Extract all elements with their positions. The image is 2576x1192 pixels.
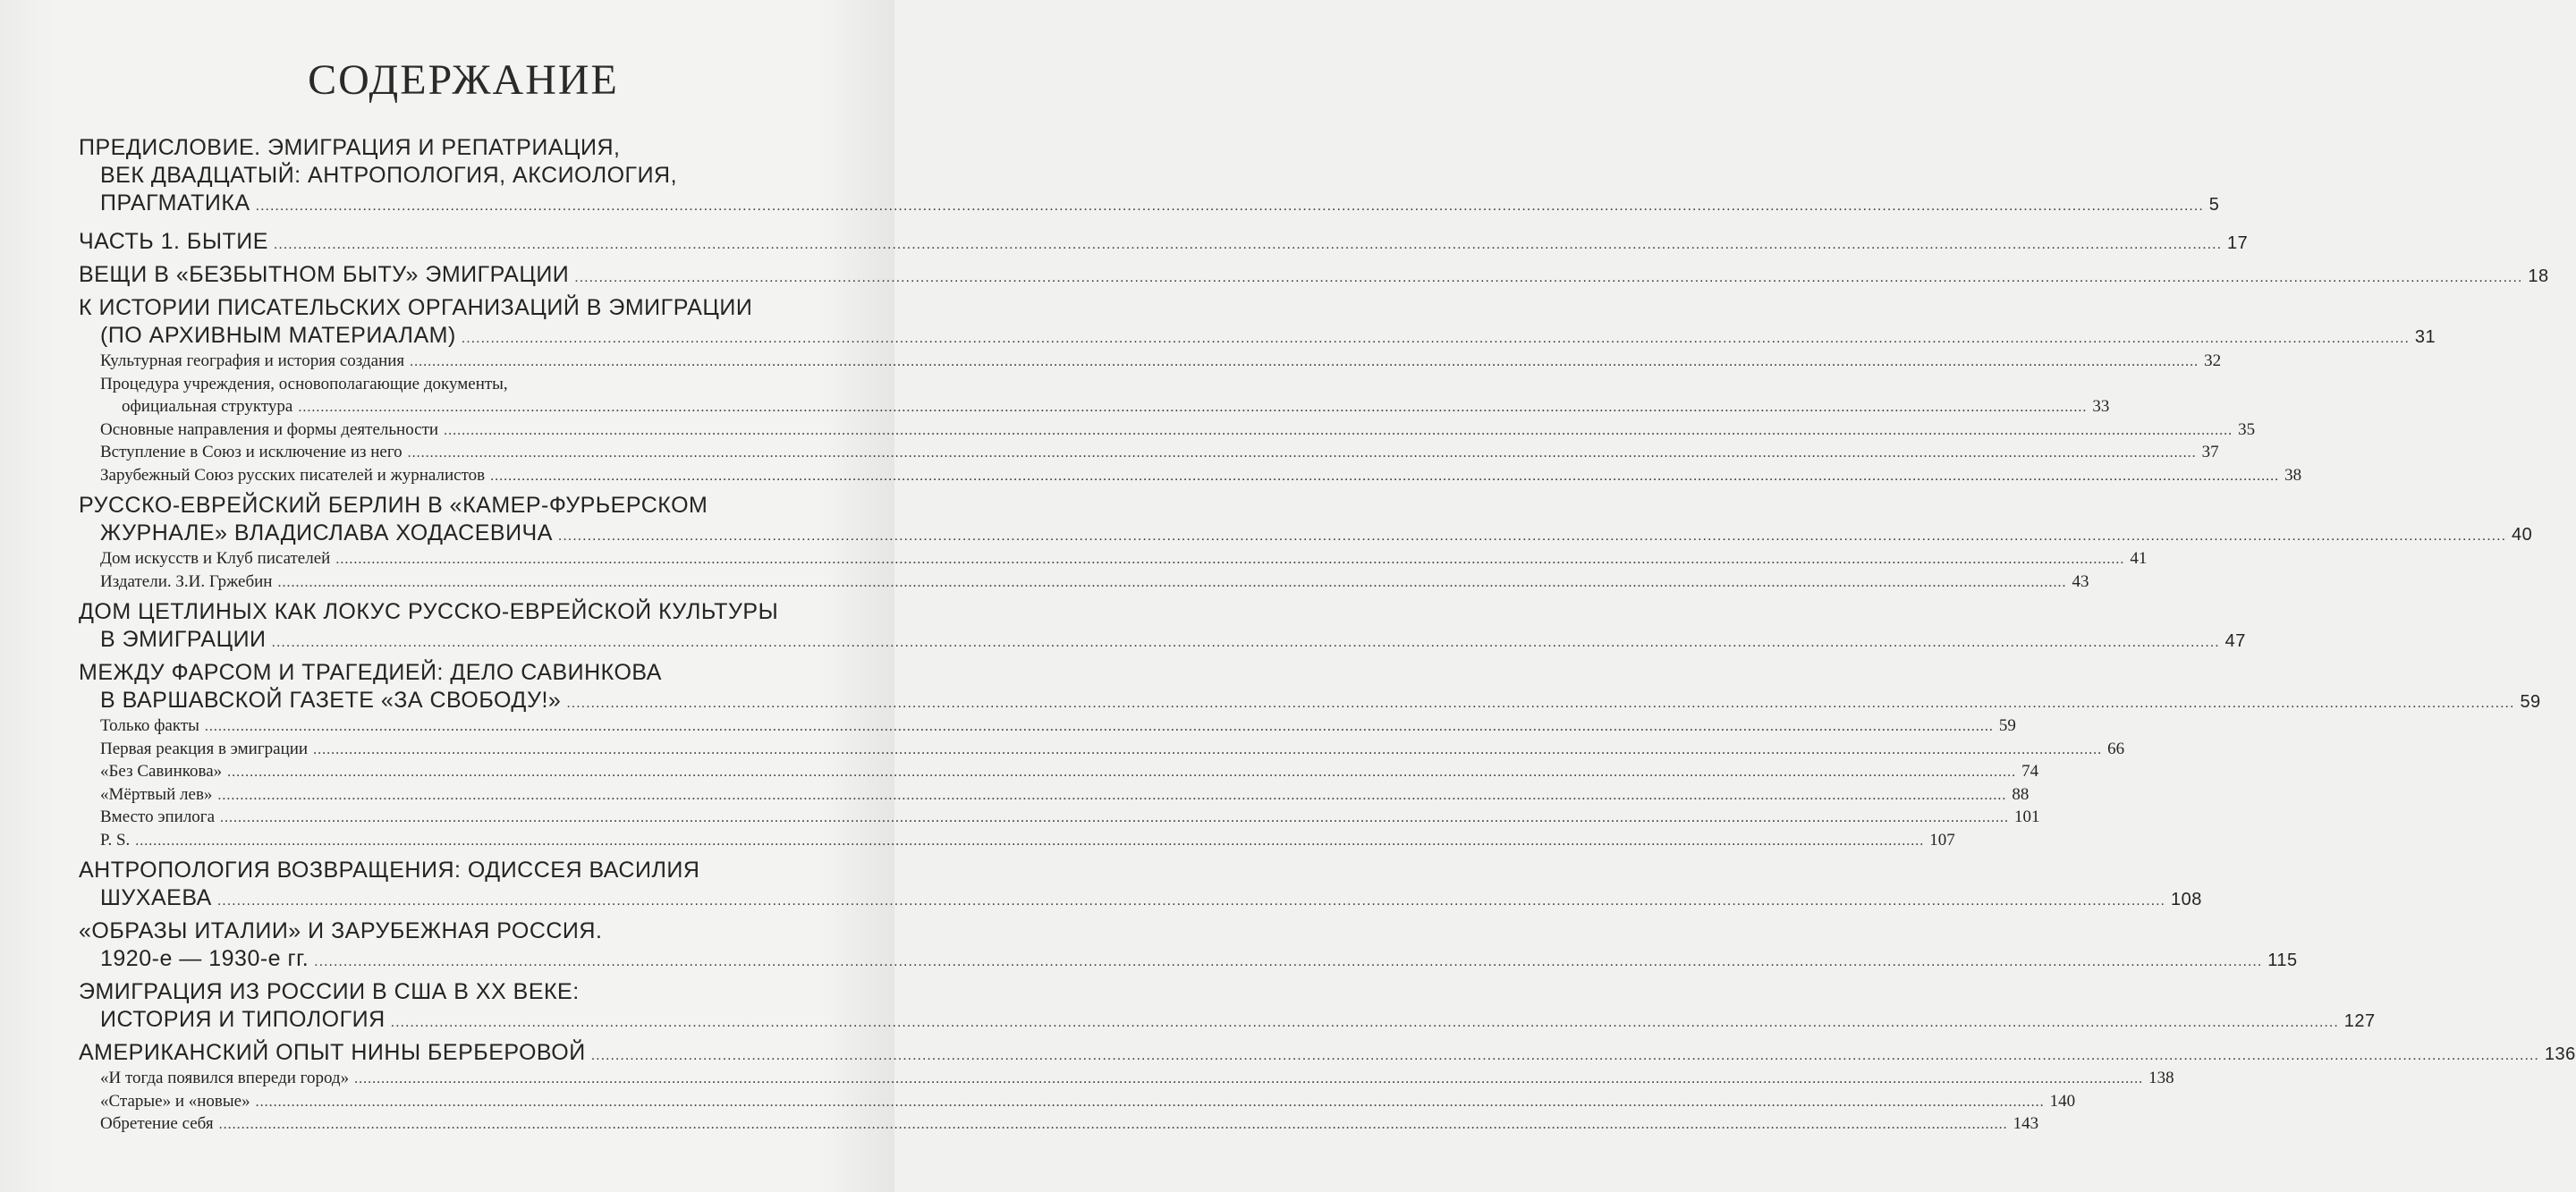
toc-line <box>79 294 835 322</box>
toc-line <box>79 945 2298 973</box>
toc-line <box>79 857 835 884</box>
toc-line <box>79 598 835 626</box>
toc-line <box>100 1090 2076 1113</box>
toc-entry-title: ЖУРНАЛЕ» ВЛАДИСЛАВА ХОДАСЕВИЧА <box>100 520 553 545</box>
toc-leader-dots: ................................................................................................................................................................................................................................................................................................................................................................................................................ <box>204 719 1994 734</box>
toc-line <box>79 1006 2376 1034</box>
toc-page-number: 59 <box>2520 692 2541 712</box>
toc-leader-dots: ................................................................................................................................................................................................................................................................................................................................................................................................................ <box>314 954 2263 969</box>
toc-leader-dots: ................................................................................................................................................................................................................................................................................................................................................................................................................ <box>313 741 2103 757</box>
toc-entry-title: Только факты <box>100 716 199 735</box>
toc-leader-dots: ................................................................................................................................................................................................................................................................................................................................................................................................................ <box>298 400 2088 415</box>
toc-entry-title: ЧАСТЬ 1. БЫТИЕ <box>79 229 268 254</box>
toc-line <box>100 806 2040 829</box>
toc-leader-dots: ................................................................................................................................................................................................................................................................................................................................................................................................................ <box>255 1094 2045 1110</box>
toc-page-number: 47 <box>2224 631 2246 651</box>
toc-leader-dots: ................................................................................................................................................................................................................................................................................................................................................................................................................ <box>354 1071 2144 1086</box>
toc-entry-title: ДОМ ЦЕТЛИНЫХ КАК ЛОКУС РУССКО-ЕВРЕЙСКОЙ КУЛЬТУРЫ <box>79 599 779 624</box>
toc-section <box>79 829 1955 852</box>
toc-chapter <box>79 598 2246 654</box>
toc-leader-dots: ................................................................................................................................................................................................................................................................................................................................................................................................................ <box>277 574 2067 590</box>
toc-line <box>79 1039 2576 1067</box>
toc-entry-title: ВЕК ДВАДЦАТЫЙ: АНТРОПОЛОГИЯ, АКСИОЛОГИЯ, <box>100 163 678 188</box>
toc-line <box>100 1067 2174 1090</box>
toc-page-number: 127 <box>2343 1011 2376 1031</box>
toc-page-number: 41 <box>2130 549 2148 568</box>
toc-line <box>100 1112 2039 1136</box>
toc-page-number: 101 <box>2014 807 2040 826</box>
toc-leader-dots: ................................................................................................................................................................................................................................................................................................................................................................................................................ <box>590 1048 2539 1063</box>
toc-page-number: 37 <box>2201 443 2219 461</box>
toc-entry-title: ЭМИГРАЦИЯ ИЗ РОССИИ В США В XX ВЕКЕ: <box>79 979 580 1004</box>
toc-chapter <box>79 492 2533 547</box>
toc-page-number: 143 <box>2012 1114 2039 1133</box>
toc-section <box>79 418 2256 442</box>
toc-entry-title: P. S. <box>100 830 131 850</box>
toc-section <box>79 373 2110 418</box>
toc-page-number: 40 <box>2512 525 2533 545</box>
toc-leader-dots: ................................................................................................................................................................................................................................................................................................................................................................................................................ <box>390 1015 2339 1030</box>
toc-page-number: 33 <box>2092 397 2110 416</box>
toc-line <box>79 884 2202 912</box>
toc-entry-title: «И тогда появился впереди город» <box>100 1069 350 1087</box>
toc-leader-dots: ................................................................................................................................................................................................................................................................................................................................................................................................................ <box>271 635 2220 650</box>
toc-entry-title: Процедура учреждения, основополагающие документы, <box>100 374 508 393</box>
toc-section <box>79 806 2040 829</box>
toc-page-number: 108 <box>2170 890 2202 909</box>
toc-page-number: 107 <box>1929 830 1955 850</box>
toc-line <box>100 547 2148 571</box>
toc-entry-title: Первая реакция в эмиграции <box>100 739 309 758</box>
toc-section <box>79 441 2219 464</box>
toc-line <box>100 395 2110 418</box>
toc-line <box>100 571 2089 594</box>
toc-entry-title: Вступление в Союз и исключение из него <box>100 443 402 461</box>
toc-leader-dots: ................................................................................................................................................................................................................................................................................................................................................................................................................ <box>461 331 2410 346</box>
toc-chapter <box>79 917 2298 973</box>
toc-line <box>79 978 835 1006</box>
toc-page-number: 66 <box>2107 739 2125 758</box>
toc-section <box>79 1112 2039 1136</box>
toc-entry-title: ВЕЩИ В «БЕЗБЫТНОМ БЫТУ» ЭМИГРАЦИИ <box>79 262 570 287</box>
toc-chapter <box>79 228 2249 256</box>
toc-line <box>79 162 835 190</box>
toc-leader-dots: ................................................................................................................................................................................................................................................................................................................................................................................................................ <box>255 199 2204 214</box>
toc-entry-title: ПРЕДИСЛОВИЕ. ЭМИГРАЦИЯ И РЕПАТРИАЦИЯ, <box>79 135 621 160</box>
toc-leader-dots: ................................................................................................................................................................................................................................................................................................................................................................................................................ <box>490 468 2280 484</box>
toc-line <box>79 134 835 162</box>
toc-line <box>100 783 2029 807</box>
toc-line <box>79 659 835 687</box>
toc-leader-dots: ................................................................................................................................................................................................................................................................................................................................................................................................................ <box>444 422 2233 438</box>
toc-leader-dots: ................................................................................................................................................................................................................................................................................................................................................................................................................ <box>273 237 2223 252</box>
toc-entry-title: К ИСТОРИИ ПИСАТЕЛЬСКИХ ОРГАНИЗАЦИЙ В ЭМИГРАЦИИ <box>79 295 753 320</box>
toc-page-number: 5 <box>2208 195 2220 215</box>
toc-line <box>100 373 835 396</box>
toc-entry-title: Издатели. З.И. Гржебин <box>100 571 273 591</box>
toc-section <box>79 1090 2076 1113</box>
toc-page-number: 138 <box>2148 1069 2174 1087</box>
toc-page-number: 35 <box>2238 419 2256 439</box>
toc-entry-title: (ПО АРХИВНЫМ МАТЕРИАЛАМ) <box>100 323 456 348</box>
toc-line <box>79 190 2220 217</box>
toc-section <box>79 547 2148 571</box>
toc-entry-title: Культурная география и история создания <box>100 351 405 370</box>
toc-line <box>100 760 2039 783</box>
toc-entry-title: «Мёртвый лев» <box>100 784 213 804</box>
toc-leader-dots: ................................................................................................................................................................................................................................................................................................................................................................................................................ <box>216 893 2165 909</box>
toc-page-number: 17 <box>2227 233 2249 253</box>
toc-line <box>100 441 2219 464</box>
toc-page-number: 31 <box>2414 327 2436 347</box>
toc-entry-title: Обретение себя <box>100 1114 214 1133</box>
toc-line <box>100 714 2016 738</box>
toc-page-number: 74 <box>2021 762 2039 781</box>
toc-leader-dots: ................................................................................................................................................................................................................................................................................................................................................................................................................ <box>557 528 2507 544</box>
toc-entry-title: официальная структура <box>122 397 293 416</box>
toc-section <box>79 738 2125 761</box>
toc-page-number: 140 <box>2049 1091 2076 1111</box>
toc-leader-dots: ................................................................................................................................................................................................................................................................................................................................................................................................................ <box>217 787 2007 803</box>
toc-page-number: 32 <box>2204 351 2222 370</box>
toc-entry-title: АМЕРИКАНСКИЙ ОПЫТ НИНЫ БЕРБЕРОВОЙ <box>79 1040 586 1065</box>
toc-entry-title: Дом искусств и Клуб писателей <box>100 549 331 568</box>
toc-leader-dots: ................................................................................................................................................................................................................................................................................................................................................................................................................ <box>135 833 1925 849</box>
toc-chapter <box>79 134 2220 217</box>
toc-page-number: 136 <box>2544 1044 2576 1064</box>
toc-chapter <box>79 261 2549 289</box>
toc-page-number: 18 <box>2528 266 2549 286</box>
toc-chapter <box>79 857 2202 912</box>
toc-entry-title: Зарубежный Союз русских писателей и журналистов <box>100 465 486 485</box>
toc-section <box>79 783 2029 807</box>
toc-entry-title: В ВАРШАВСКОЙ ГАЗЕТЕ «ЗА СВОБОДУ!» <box>100 688 562 713</box>
toc-line <box>79 687 2541 714</box>
toc-entry-title: Основные направления и формы деятельности <box>100 419 439 439</box>
toc-leader-dots: ................................................................................................................................................................................................................................................................................................................................................................................................................ <box>218 1117 2008 1132</box>
toc-line <box>79 917 835 945</box>
toc-leader-dots: ................................................................................................................................................................................................................................................................................................................................................................................................................ <box>566 696 2515 711</box>
toc-line <box>100 464 2302 487</box>
toc-page-number: 88 <box>2012 784 2029 804</box>
table-of-contents <box>79 134 2576 1136</box>
toc-line <box>79 261 2549 289</box>
toc-entry-title: ПРАГМАТИКА <box>100 190 250 216</box>
toc-chapter <box>79 294 2436 350</box>
toc-section <box>79 350 2222 373</box>
toc-leader-dots: ................................................................................................................................................................................................................................................................................................................................................................................................................ <box>335 552 2125 567</box>
toc-entry-title: МЕЖДУ ФАРСОМ И ТРАГЕДИЕЙ: ДЕЛО САВИНКОВА <box>79 660 662 685</box>
toc-entry-title: ИСТОРИЯ И ТИПОЛОГИЯ <box>100 1007 386 1032</box>
toc-line <box>79 520 2533 547</box>
toc-section <box>79 1067 2174 1090</box>
toc-leader-dots: ................................................................................................................................................................................................................................................................................................................................................................................................................ <box>220 810 2010 825</box>
toc-page-number: 59 <box>1998 716 2016 735</box>
toc-line <box>100 418 2256 442</box>
toc-line <box>79 492 835 520</box>
toc-entry-title: РУССКО-ЕВРЕЙСКИЙ БЕРЛИН В «КАМЕР-ФУРЬЕРСКОМ <box>79 493 708 518</box>
toc-chapter <box>79 1039 2576 1067</box>
toc-line <box>79 322 2436 350</box>
toc-page-number: 115 <box>2267 951 2298 970</box>
toc-page-number: 43 <box>2072 571 2089 591</box>
toc-entry-title: 1920-е — 1930-е гг. <box>100 946 309 971</box>
toc-line <box>100 829 1955 852</box>
toc-section <box>79 464 2302 487</box>
toc-entry-title: «Старые» и «новые» <box>100 1091 250 1111</box>
toc-leader-dots: ................................................................................................................................................................................................................................................................................................................................................................................................................ <box>574 270 2523 285</box>
toc-section <box>79 714 2016 738</box>
toc-entry-title: АНТРОПОЛОГИЯ ВОЗВРАЩЕНИЯ: ОДИССЕЯ ВАСИЛИЯ <box>79 858 700 883</box>
toc-entry-title: «ОБРАЗЫ ИТАЛИИ» И ЗАРУБЕЖНАЯ РОССИЯ. <box>79 918 603 943</box>
toc-line <box>79 228 2249 256</box>
toc-leader-dots: ................................................................................................................................................................................................................................................................................................................................................................................................................ <box>407 445 2197 461</box>
toc-entry-title: ШУХАЕВА <box>100 885 212 910</box>
toc-leader-dots: ................................................................................................................................................................................................................................................................................................................................................................................................................ <box>410 354 2199 369</box>
toc-leader-dots: ................................................................................................................................................................................................................................................................................................................................................................................................................ <box>227 765 2017 780</box>
toc-entry-title: «Без Савинкова» <box>100 762 223 781</box>
toc-entry-title: Вместо эпилога <box>100 807 216 826</box>
toc-line <box>100 350 2222 373</box>
toc-chapter <box>79 659 2541 714</box>
toc-section <box>79 760 2039 783</box>
toc-line <box>100 738 2125 761</box>
toc-chapter <box>79 978 2376 1034</box>
page-title: СОДЕРЖАНИЕ <box>308 56 619 104</box>
toc-line <box>79 626 2246 654</box>
toc-section <box>79 571 2089 594</box>
toc-entry-title: В ЭМИГРАЦИИ <box>100 627 267 652</box>
toc-page-number: 38 <box>2284 465 2302 485</box>
